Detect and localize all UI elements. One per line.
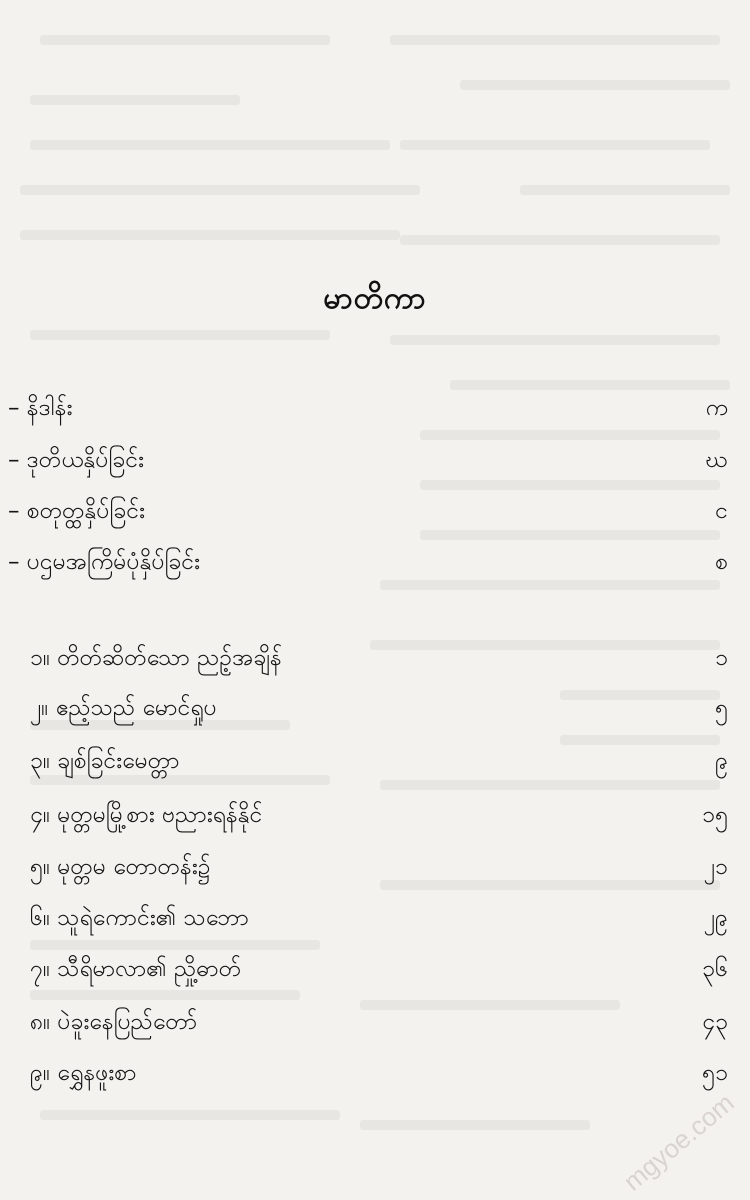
toc-entry-page: ၃၆ — [702, 956, 728, 982]
toc-entry-chapter-5[interactable] — [8, 849, 728, 889]
toc-entry-front-1[interactable] — [8, 390, 728, 430]
toc-entry-page: ၉ — [715, 748, 728, 774]
toc-entry-chapter-2[interactable] — [8, 690, 728, 730]
toc-entry-front-2[interactable] — [8, 442, 728, 482]
toc-entry-label: ၇။ သီရိမာလာ၏ ညှို့ဓာတ် — [30, 956, 242, 982]
toc-entry-label: ၅။ မုတ္တမ တောတန်း၌ — [30, 854, 211, 880]
toc-entry-chapter-7[interactable] — [8, 951, 728, 991]
toc-entry-label: ၂။ ဧည့်သည် မောင်ရှုပ — [30, 695, 217, 721]
toc-entry-front-3[interactable] — [8, 493, 728, 533]
toc-entry-chapter-9[interactable] — [8, 1055, 728, 1095]
toc-entry-page: ၄၃ — [702, 1009, 728, 1035]
toc-entry-label: ၉။ ရွှေနဖူးစာ — [30, 1060, 137, 1086]
toc-entry-chapter-4[interactable] — [8, 797, 728, 837]
toc-entry-label: ၃။ ချစ်ခြင်းမေတ္တာ — [30, 748, 180, 774]
toc-entry-page: ၅၁ — [702, 1060, 728, 1086]
toc-entry-label: – ဒုတိယနှိပ်ခြင်း — [8, 447, 144, 473]
toc-entry-front-4[interactable] — [8, 544, 728, 584]
toc-entry-label: ၆။ သူရဲကောင်း၏ သဘော — [30, 905, 249, 931]
toc-entry-chapter-3[interactable] — [8, 743, 728, 783]
page-title: မာတိကာ — [323, 281, 427, 316]
toc-entry-page: ၅ — [715, 695, 728, 721]
toc-entry-page: ၂၉ — [703, 905, 728, 931]
watermark: mgyoe.com — [617, 1087, 740, 1197]
toc-entry-label: ၄။ မုတ္တမမြို့စား ဗညားရန်နိုင် — [30, 802, 263, 828]
toc-entry-page: စ — [715, 549, 728, 575]
toc-entry-chapter-8[interactable] — [8, 1004, 728, 1044]
toc-entry-chapter-6[interactable] — [8, 900, 728, 940]
toc-entry-page: င — [715, 498, 728, 524]
toc-entry-page: ၂၁ — [703, 854, 728, 880]
toc-entry-label: – နိဒါန်း — [8, 395, 73, 421]
toc-entry-label: ၈။ ပဲခူးနေပြည်တော် — [30, 1009, 198, 1035]
toc-entry-label: – စတုတ္ထနှိပ်ခြင်း — [8, 498, 145, 524]
toc-entry-page: ၁ — [715, 645, 728, 671]
toc-entry-label: ၁။ တိတ်ဆိတ်သော ညဥ့်အချိန် — [30, 645, 282, 671]
toc-entry-page: က — [705, 395, 728, 421]
toc-entry-page: ဃ — [705, 447, 728, 473]
toc-entry-chapter-1[interactable] — [8, 640, 728, 680]
toc-entry-label: – ပဌမအကြိမ်ပုံနှိပ်ခြင်း — [8, 549, 200, 575]
toc-entry-page: ၁၅ — [702, 802, 728, 828]
